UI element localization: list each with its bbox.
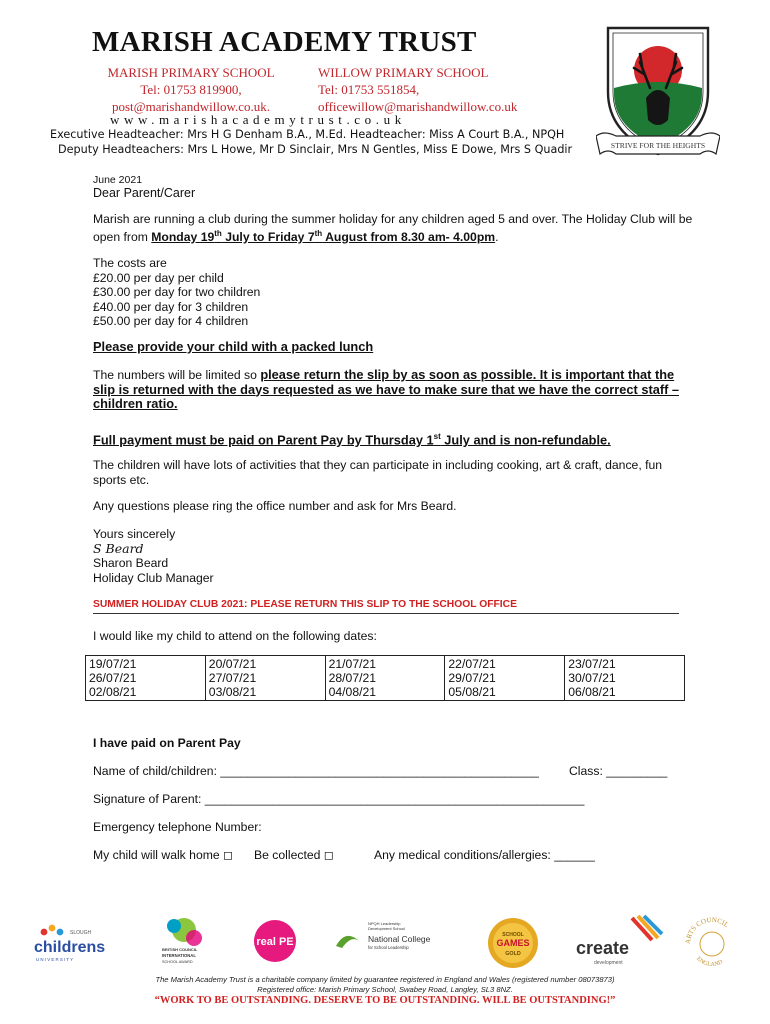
slough-label: SLOUGH: [70, 930, 92, 936]
date-column[interactable]: 21/07/21 28/07/21 04/08/21: [325, 656, 445, 701]
costs-list: [93, 256, 693, 329]
development-label: development: [594, 960, 623, 966]
ncsl-sub-line: for School Leadership: [368, 945, 409, 950]
ncsl-top-line: NPQH Leadership: [368, 921, 401, 926]
signer-title: Holiday Club Manager: [93, 570, 214, 585]
cost-item: £40.00 per day for 3 children: [93, 299, 249, 314]
signer-name: Sharon Beard: [93, 556, 169, 570]
international-school-award-logo: [160, 918, 204, 968]
limited-numbers-paragraph: [93, 368, 693, 412]
sup-st: st: [433, 432, 441, 441]
award-line-1: BRITISH COUNCIL: [162, 947, 198, 952]
willow-school-email[interactable]: officewillow@marishandwillow.co.uk: [318, 99, 518, 114]
childrens-wordmark: childrens: [34, 939, 106, 956]
real-pe-wordmark: real PE: [256, 936, 294, 948]
club-dates: [151, 230, 495, 244]
cost-item: £20.00 per day per child: [93, 270, 224, 285]
marish-school-name: MARISH PRIMARY SCHOOL: [107, 65, 275, 80]
activities-paragraph: The children will have lots of activities that they can participate in including cooking, art & craft, dance, fun sports etc.: [93, 458, 663, 487]
england-label: ENGLAND: [695, 955, 724, 969]
sup-th-2: th: [314, 228, 323, 238]
handwritten-signature: S Beard: [93, 540, 144, 556]
school-games-gold-logo: [486, 916, 540, 970]
marish-school-email[interactable]: post@marishandwillow.co.uk.: [111, 99, 271, 114]
club-dates-start: Monday 19: [151, 229, 215, 244]
child-name-field[interactable]: Name of child/children: _______________________________________________: [93, 764, 539, 778]
childrens-university-logo: [30, 918, 112, 966]
games-label: GAMES: [496, 938, 530, 948]
be-collected-checkbox[interactable]: Be collected ◻: [254, 848, 334, 862]
award-line-2: INTERNATIONAL: [162, 953, 196, 958]
award-line-3: SCHOOL AWARD: [162, 960, 193, 964]
payment-text: Full payment must be paid on Parent Pay by Thursday 1: [93, 432, 434, 448]
ncsl-top-line-2: Development School: [368, 926, 405, 931]
payment-notice: [93, 430, 693, 448]
paid-parent-pay-label: I have paid on Parent Pay: [93, 736, 241, 750]
packed-lunch-notice: Please provide your child with a packed lunch: [93, 339, 374, 354]
willow-school-contact: [318, 64, 517, 115]
legal-registration: The Marish Academy Trust is a charitable company limited by guarantee registered in England and Wales (registered number 08073873): [155, 975, 615, 984]
trust-crest-logo: [596, 22, 720, 162]
costs-heading: The costs are: [93, 256, 167, 270]
date-column[interactable]: 19/07/21 26/07/21 02/08/21: [86, 656, 206, 701]
intro-text: Marish are running a club during the summer holiday for any children aged 5 and over. The Holiday Club will be open from: [93, 212, 693, 244]
cost-item: £50.00 per day for 4 children: [93, 314, 249, 328]
date-column[interactable]: 20/07/21 27/07/21 03/08/21: [205, 656, 325, 701]
dates-table: [85, 655, 685, 701]
attend-instruction: I would like my child to attend on the following dates:: [93, 629, 377, 643]
questions-paragraph: Any questions please ring the office number and ask for Mrs Beard.: [93, 499, 457, 513]
intro-paragraph: [93, 212, 693, 244]
payment-text-end: July and is non-refundable.: [440, 432, 611, 448]
create-wordmark: create: [576, 938, 630, 958]
arts-council-england-logo: [680, 910, 744, 974]
slip-heading: SUMMER HOLIDAY CLUB 2021: PLEASE RETURN THIS SLIP TO THE SCHOOL OFFICE: [93, 599, 679, 614]
walk-home-checkbox[interactable]: My child will walk home ◻: [93, 848, 234, 862]
trust-motto: “WORK TO BE OUTSTANDING. DESERVE TO BE OUTSTANDING. WILL BE OUTSTANDING!”: [154, 995, 616, 1006]
closing-line: Yours sincerely: [93, 527, 176, 541]
intro-end: .: [495, 229, 499, 244]
emergency-number-field[interactable]: Emergency telephone Number:: [93, 820, 262, 834]
create-development-logo: [574, 914, 664, 968]
club-dates-end: August from 8.30 am- 4.00pm: [322, 229, 496, 244]
class-field[interactable]: Class: _________: [569, 764, 668, 778]
real-pe-logo: [252, 918, 298, 964]
willow-school-tel: Tel: 01753 551854,: [318, 82, 420, 97]
letter-date: June 2021: [93, 174, 143, 186]
university-label: U N I V E R S I T Y: [36, 957, 74, 962]
deputy-headteachers-line: Deputy Headteachers: Mrs L Howe, Mr D Sinclair, Mrs N Gentles, Miss E Dowe, Mrs S Quadir: [58, 143, 573, 156]
salutation: Dear Parent/Carer: [93, 186, 196, 200]
trust-website[interactable]: www.marishacademytrust.co.uk: [110, 112, 406, 127]
gold-label: GOLD: [505, 951, 521, 957]
marish-school-contact: [96, 64, 286, 115]
crest-motto: STRIVE FOR THE HEIGHTS: [610, 141, 706, 150]
registered-office: Registered office: Marish Primary School, Swabey Road, Langley, SL3 8NZ.: [257, 985, 513, 994]
letter-closing: [93, 527, 693, 585]
willow-school-name: WILLOW PRIMARY SCHOOL: [318, 65, 489, 80]
date-column[interactable]: 23/07/21 30/07/21 06/08/21: [565, 656, 685, 701]
medical-conditions-field[interactable]: Any medical conditions/allergies: ______: [374, 848, 595, 862]
limited-intro: The numbers will be limited so: [93, 368, 261, 382]
club-dates-mid: July to Friday 7: [221, 229, 315, 244]
table-row: [86, 656, 685, 701]
parent-signature-field[interactable]: Signature of Parent: ________________________________________________________: [93, 792, 585, 806]
arts-council-label: ARTS COUNCIL: [683, 915, 731, 945]
return-slip-notice: please return the slip by as soon as possible. It is important that the slip is returned with the days requested as we have to make sure that we have the correct staff – children ratio.: [93, 367, 680, 411]
national-college-logo: [332, 918, 432, 958]
marish-school-tel: Tel: 01753 819900,: [140, 82, 242, 97]
date-column[interactable]: 22/07/21 29/07/21 05/08/21: [445, 656, 565, 701]
headteachers-line: Executive Headteacher: Mrs H G Denham B.A., M.Ed. Headteacher: Miss A Court B.A., NPQH: [50, 128, 565, 141]
games-top-label: SCHOOL: [502, 932, 524, 938]
ncsl-main-line: National College: [368, 934, 431, 944]
trust-title: MARISH ACADEMY TRUST: [92, 26, 477, 58]
sup-th-1: th: [214, 228, 222, 238]
cost-item: £30.00 per day for two children: [93, 285, 261, 299]
